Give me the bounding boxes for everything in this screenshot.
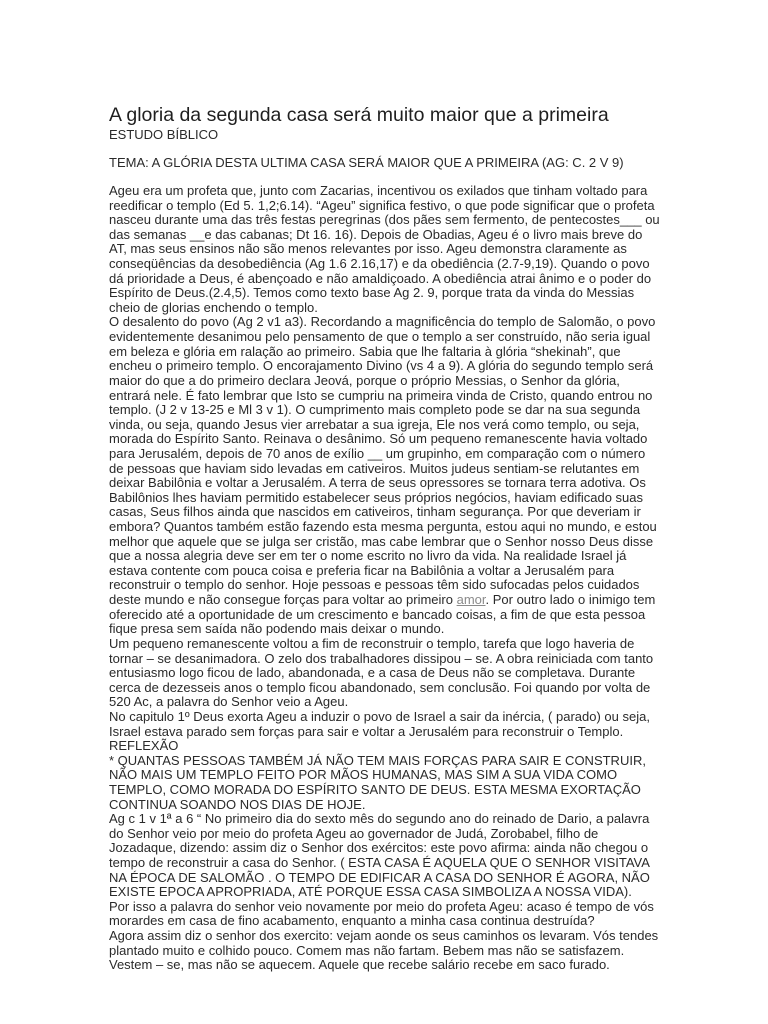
text-line: reconstruir o templo do senhor. Hoje pessoas e pessoas têm sido sufocadas pelos cuidados (109, 577, 640, 593)
text-line: embora? Quantos também estão fazendo esta mesma pergunta, estou aqui no mundo, e estou (109, 519, 657, 535)
text-line: conseqüências da desobediência (Ag 1.6 2.16,17) e da obediência (2.7-9,19). Quando o povo (109, 256, 650, 272)
text-line: Ageu era um profeta que, junto com Zacarias, incentivou os exilados que tinham voltado para (109, 183, 648, 198)
text-line: NA ÉPOCA DE SALOMÃO . O TEMPO DE EDIFICAR A CASA DO SENHOR É AGORA, NÃO (109, 869, 650, 885)
text-line: templo. (J 2 v 13-25 e Ml 3 v 1). O cumprimento mais completo pode se dar na sua segunda (109, 402, 641, 418)
text-line: NÃO MAIS UM TEMPLO FEITO POR MÃOS HUMANAS, MAS SIM A SUA VIDA COMO (109, 767, 618, 783)
text-line: Por isso a palavra do senhor veio novamente por meio do profeta Ageu: acaso é tempo de vós (109, 898, 654, 914)
text-line-segment: . Por outro lado o inimigo tem (485, 592, 656, 608)
text-line: 520 Ac, a palavra do Senhor veio a Ageu. (109, 694, 349, 710)
text-line: dá prioridade a Deus, é abençoado e não amaldiçoado. A obediência atrai ânimo e o poder do (109, 270, 652, 286)
text-line: nasceu durante uma das três festas peregrinas (dos pães sem fermento, de pentecostes___ ou (109, 212, 660, 228)
text-line: estava contente com pouca coisa e preferia ficar na Babilônia a voltar a Jerusalém para (109, 562, 615, 578)
text-line: melhor que aquele que se julga ser cristão, mas cabe lembrar que o Senhor nosso Deus disse (109, 533, 654, 549)
text-line: deixar Babilônia e voltar a Jerusalém. A terra de seus opressores se tornara terra adotiva. Os (109, 475, 646, 491)
text-line: Babilônios lhes haviam permitido estabelecer seus próprios negócios, haviam edificado suas (109, 489, 644, 505)
text-line: O desalento do povo (Ag 2 v1 a3). Recordando a magnificência do templo de Salomão, o povo (109, 314, 656, 330)
text-line: entrará nele. É fato lembrar que Isto se cumpriu na primeira vinda de Cristo, quando entrou no (109, 387, 653, 403)
text-line: vinda, ou seja, quando Jesus vier arrebatar a sua igreja, Ele nos verá como templo, ou seja, (109, 416, 640, 432)
text-line-with-link (109, 593, 669, 608)
text-line: que a nossa alegria deve ser em ter o nome escrito no livro da vida. Na realidade Israel já (109, 548, 627, 564)
text-line: fique presa sem saída não podendo mais deixar o mundo. (109, 621, 445, 637)
text-line: reedificar o templo (Ed 5. 1,2;6.14). “Ageu” significa festivo, o que pode significar que o profeta (109, 197, 655, 213)
page-title: A gloria da segunda casa será muito maior que a primeira (109, 104, 609, 126)
text-line: Agora assim diz o senhor dos exercito: vejam aonde os seus caminhos os levaram. Vós tendes (109, 928, 659, 944)
document-theme: TEMA: A GLÓRIA DESTA ULTIMA CASA SERÁ MAIOR QUE A PRIMEIRA (AG: C. 2 V 9) (109, 155, 624, 170)
text-line: em beleza e glória em ralação ao primeiro. Sabia que lhe faltaria à glória “shekinah”, que (109, 343, 621, 359)
amor-link[interactable]: amor (456, 592, 486, 608)
text-line: do Senhor veio por meio do profeta Ageu ao governador de Judá, Zorobabel, filho de (109, 825, 599, 841)
text-line: Jozadaque, dizendo: assim diz o Senhor dos exércitos: este povo afirma: ainda não chegou o (109, 840, 649, 856)
section-heading: REFLEXÃO (109, 738, 179, 754)
text-line: tornar – se desanimadora. O zelo dos trabalhadores dissipou – se. A obra reiniciada com tanto (109, 650, 654, 666)
text-line: Israel estava parado sem forças para sair e voltar a Jerusalém para reconstruir o Templo. (109, 723, 624, 739)
text-line: para Jerusalém, depois de 70 anos de exílio __ um grupinho, em comparação com o número (109, 445, 646, 461)
text-line: evidentemente desanimou pelo pensamento de que o templo a ser construído, não seria igual (109, 329, 651, 345)
text-line: casas, Seus filhos ainda que nascidos em cativeiros, tinham segurança. Por que deveriam ir (109, 504, 641, 520)
text-line: Espírito de Deus.(2.4,5). Temos como texto base Ag 2. 9, porque trata da vinda do Messias (109, 285, 635, 301)
text-line: morardes em casa de fino acabamento, enquanto a minha casa continua destruída? (109, 913, 595, 929)
text-line: Um pequeno remanescente voltou a fim de reconstruir o templo, tarefa que logo haveria de (109, 635, 635, 651)
text-line: de pessoas que haviam sido levadas em cativeiros. Muitos judeus sentiam-se relutantes em (109, 460, 640, 476)
text-line: cheio de glorias enchendo o templo. (109, 299, 318, 315)
text-line: * QUANTAS PESSOAS TAMBÉM JÁ NÃO TEM MAIS FORÇAS PARA SAIR E CONSTRUIR, (109, 752, 646, 768)
text-line: encheu o primeiro templo. O encorajamento Divino (vs 4 a 9). A glória do segundo templo será (109, 358, 654, 374)
text-line: TEMPLO, COMO MORADA DO ESPÍRITO SANTO DE DEUS. ESTA MESMA EXORTAÇÃO (109, 781, 641, 797)
text-line: plantado muito e colhido pouco. Comem mas não fartam. Bebem mas não se satisfazem. (109, 942, 625, 958)
text-line: No capitulo 1º Deus exorta Ageu a induzir o povo de Israel a sair da inércia, ( parado) ou seja, (109, 708, 650, 724)
document-body (109, 184, 669, 973)
text-line: cerca de dezesseis anos o templo ficou abandonado, sem conclusão. Foi quando por volta de (109, 679, 651, 695)
text-line-segment: deste mundo e não consegue forças para voltar ao primeiro (109, 592, 457, 608)
text-line: maior do que a do primeiro declara Jeová, porque o próprio Messias, o Senhor da glória, (109, 372, 620, 388)
text-line: EXISTE EPOCA APROPRIADA, ATÉ PORQUE ESSA CASA SIMBOLIZA A NOSSA VIDA). (109, 884, 632, 900)
text-line: das semanas __e das cabanas; Dt 16. 16). Depois de Obadias, Ageu é o livro mais breve do (109, 226, 643, 242)
text-line: AT, mas seus ensinos não são menos relevantes por isso. Ageu demonstra claramente as (109, 241, 627, 257)
text-line: morada do Espírito Santo. Reinava o desânimo. Só um pequeno remanescente havia voltado (109, 431, 648, 447)
text-line: oferecido até a oportunidade de um crescimento e bancado coisas, a fim de que esta pessoa (109, 606, 646, 622)
text-line: CONTINUA SOANDO NOS DIAS DE HOJE. (109, 796, 366, 812)
document-subtitle: ESTUDO BÍBLICO (109, 127, 219, 142)
text-line: tempo de reconstruir a casa do Senhor. ( ESTA CASA É AQUELA QUE O SENHOR VISITAVA (109, 855, 650, 871)
text-line: Ag c 1 v 1ª a 6 “ No primeiro dia do sexto mês do segundo ano do reinado de Dario, a palavra (109, 811, 650, 827)
text-line: Vestem – se, mas não se aquecem. Aquele que recebe salário recebe em saco furado. (109, 957, 610, 973)
text-line: entusiasmo logo ficou de lado, abandonada, e a casa de Deus não se completava. Durante (109, 665, 636, 681)
